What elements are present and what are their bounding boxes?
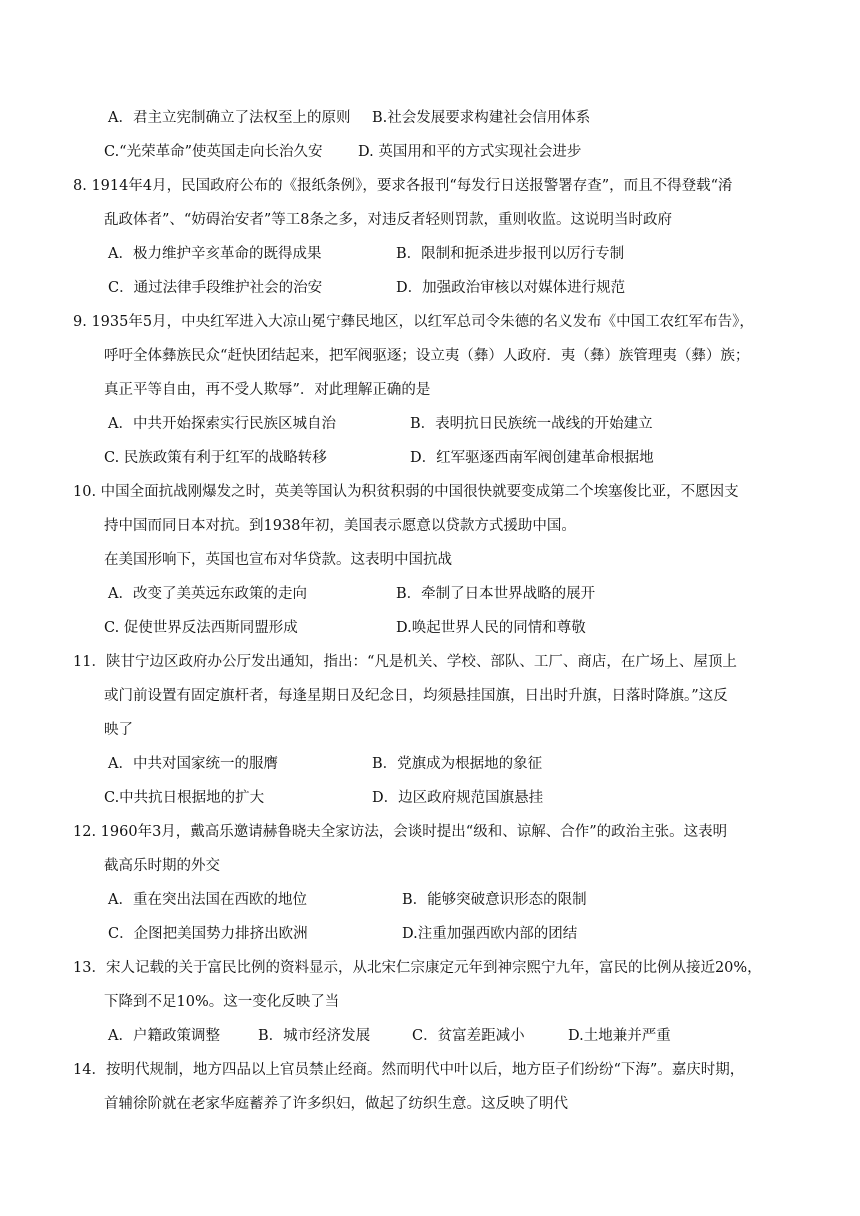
q10-stem-line1: 10. 中国全面抗战刚爆发之时，英美等国认为积贫积弱的中国很快就要变成第二个埃塞俊比亚，不愿因支	[73, 484, 739, 500]
q9-stem-line2: 呼吁全体彝族民众“赶快团结起来，把军阀驱逐；设立夷（彝）人政府．夷（彝）族管理夷（彝）族；	[104, 348, 750, 364]
q9-option-d: D．红军驱逐西南军阀创建革命根据地	[410, 450, 654, 466]
q13-option-d: D.土地兼并严重	[568, 1028, 671, 1044]
q8-option-c: C．通过法律手段维护社会的治安	[108, 280, 323, 296]
q8-option-a: A．极力维护辛亥革命的既得成果	[108, 246, 322, 262]
q10-stem-line2: 持中国而同日本对抗。到1938年初，美国表示愿意以贷款方式援助中国。	[104, 518, 576, 534]
q10-option-b: B．牵制了日本世界战略的展开	[396, 586, 596, 602]
q13-option-c: C．贫富差距减小	[412, 1028, 525, 1044]
q13-stem-line1: 13．宋人记载的关于富民比例的资料显示，从北宋仁宗康定元年到神宗熙宁九年，富民的比例从接近20%，	[73, 960, 762, 976]
q11-option-d: D．边区政府规范国旗悬挂	[372, 790, 544, 806]
q12-option-b: B．能够突破意识形态的限制	[402, 892, 587, 908]
q12-option-d: D.注重加强西欧内部的团结	[402, 926, 578, 942]
q7-option-b: B.社会发展要求构建社会信用体系	[372, 110, 591, 126]
q7-option-c: C.“光荣革命”使英国走向长治久安	[104, 144, 323, 160]
q8-option-b: B．限制和扼杀进步报刊以厉行专制	[396, 246, 625, 262]
q9-option-c: C. 民族政策有利于红军的战略转移	[104, 450, 327, 466]
q10-option-a: A．改变了美英远东政策的走向	[108, 586, 307, 602]
q12-stem-line2: 截高乐时期的外交	[104, 858, 220, 874]
q11-stem-line1: 11．陕甘宁边区政府办公厅发出通知，指出：“凡是机关、学校、部队、工厂、商店，在广场上、屋顶上	[73, 654, 737, 670]
q14-stem-line2: 首辅徐阶就在老家华庭蓄养了许多织妇，做起了纺织生意。这反映了明代	[104, 1096, 568, 1112]
q11-option-b: B．党旗成为根据地的象征	[372, 756, 543, 772]
q12-option-a: A．重在突出法国在西欧的地位	[108, 892, 307, 908]
q10-option-c: C. 促使世界反法西斯同盟形成	[104, 620, 298, 636]
q11-option-c: C.中共抗日根据地的扩大	[104, 790, 265, 806]
q13-option-b: B．城市经济发展	[258, 1028, 371, 1044]
q7-option-a: A．君主立宪制确立了法权至上的原则	[108, 110, 351, 126]
q10-stem-line3: 在美国形响下，英国也宣布对华贷款。这表明中国抗战	[104, 552, 452, 568]
q12-stem-line1: 12. 1960年3月，戴高乐邀请赫鲁晓夫全家访法，会谈时提出“级和、谅解、合作”的政治主张。这表明	[73, 824, 728, 840]
q10-option-d: D.唤起世界人民的同情和尊敬	[396, 620, 586, 636]
q12-option-c: C．企图把美国势力排挤出欧洲	[108, 926, 308, 942]
q9-stem-line1: 9. 1935年5月，中央红军进入大凉山冕宁彝民地区，以红军总司令朱德的名义发布《中国工农红军布告》，	[73, 314, 754, 330]
q14-stem-line1: 14．按明代规制，地方四品以上官员禁止经商。然而明代中叶以后，地方臣子们纷纷“下海”。嘉庆时期，	[73, 1062, 745, 1078]
q11-stem-line2: 或门前设置有固定旗杆者，每逢星期日及纪念日，均须悬挂国旗，日出时升旗，日落时降旗。”这反	[104, 688, 728, 704]
q8-stem-line1: 8. 1914年4月，民国政府公布的《报纸条例》，要求各报刊“每发行日送报警署存查”，而且不得登载“淆	[73, 178, 733, 194]
q13-option-a: A．户籍政策调整	[108, 1028, 220, 1044]
q13-stem-line2: 下降到不足10%。这一变化反映了当	[104, 994, 340, 1010]
q9-option-b: B．表明抗日民族统一战线的开始建立	[410, 416, 653, 432]
q7-option-d: D. 英国用和平的方式实现社会进步	[358, 144, 582, 160]
q8-option-d: D．加强政治审核以对媒体进行规范	[396, 280, 626, 296]
q9-stem-line3: 真正平等自由，再不受人欺辱”．对此理解正确的是	[104, 382, 431, 398]
q9-option-a: A．中共开始探索实行民族区城自治	[108, 416, 336, 432]
q11-stem-line3: 映了	[104, 722, 133, 738]
q8-stem-line2: 乱政体者”、“妨碍治安者”等工8条之多，对违反者轻则罚款，重则收监。这说明当时政府	[104, 212, 672, 228]
q11-option-a: A．中共对国家统一的服膺	[108, 756, 278, 772]
